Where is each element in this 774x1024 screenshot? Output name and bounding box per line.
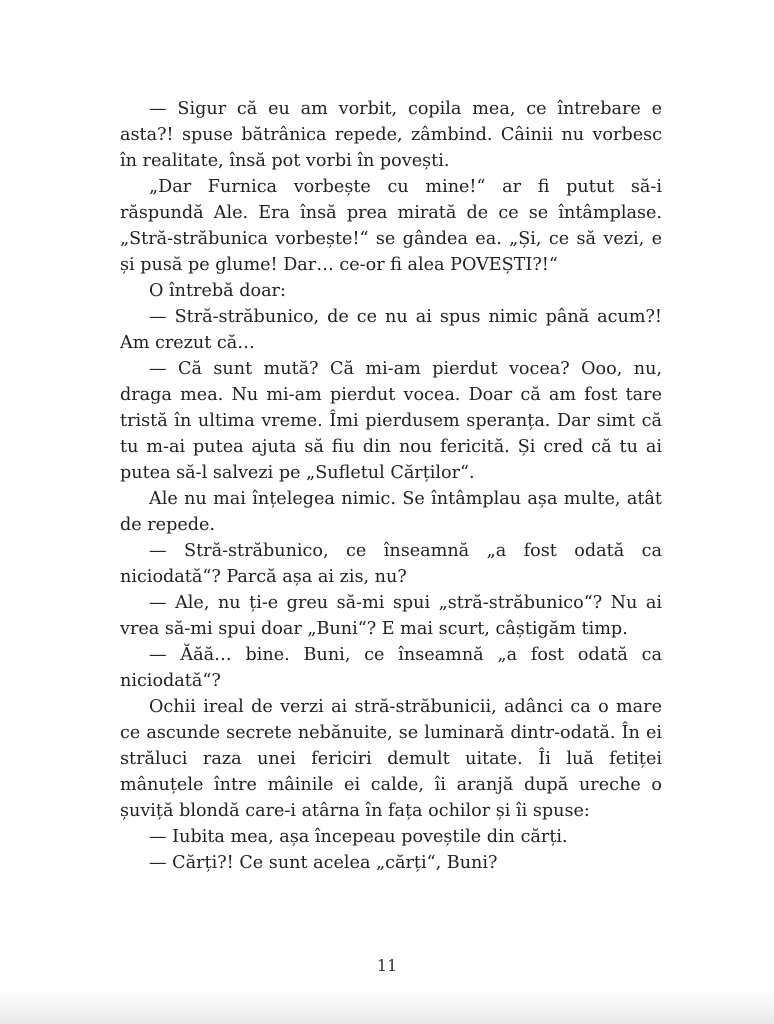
body-text (120, 96, 662, 876)
paragraph-10: Ochii ireal de verzi ai stră-străbunicii, adânci ca o mare ce ascunde secrete nebănuite, se luminară dintr-odată. În ei străluci raza unei fericiri demult uitate. Îi luă fetiței mânuțele între mâinile ei calde, îi aranjă după ureche o șuviță blondă care-i atârna în fața ochilor și îi spuse: (120, 697, 662, 821)
paragraph-3: O întrebă doar: (149, 281, 286, 301)
paragraph-8: — Ale, nu ți-e greu să-mi spui „stră-străbunico“? Nu ai vrea să-mi spui doar „Buni“? E mai scurt, câștigăm timp. (120, 593, 662, 639)
page-number: 11 (376, 956, 398, 975)
paragraph-7: — Stră-străbunico, ce înseamnă „a fost odată ca niciodată“? Parcă așa ai zis, nu? (120, 541, 662, 587)
page-bottom-shadow (0, 990, 774, 1024)
paragraph-1: — Sigur că eu am vorbit, copila mea, ce întrebare e asta?! spuse bătrânica repede, zâmbind. Câinii nu vorbesc în realitate, însă pot vorbi în povești. (120, 99, 662, 171)
paragraph-5: — Că sunt mută? Că mi-am pierdut vocea? Ooo, nu, draga mea. Nu mi-am pierdut vocea. Doar că am fost tare tristă în ultima vreme. Îmi pierdusem speranța. Dar simt că tu m-ai putea ajuta să fiu din nou fericită. Și cred că tu ai putea să-l salvezi pe „Sufletul Cărților“. (120, 359, 662, 483)
paragraph-4: — Stră-străbunico, de ce nu ai spus nimic până acum?! Am crezut că… (120, 307, 662, 353)
paragraph-9: — Ăăă… bine. Buni, ce înseamnă „a fost odată ca niciodată“? (120, 645, 662, 691)
paragraph-2: „Dar Furnica vorbește cu mine!“ ar fi putut să-i răspundă Ale. Era însă prea mirată de ce se întâmplase. „Stră-străbunica vorbește!“ se gândea ea. „Și, ce să vezi, e și pusă pe glume! Dar… ce-or fi alea POVEȘTI?!“ (120, 177, 662, 275)
paragraph-11: — Iubita mea, așa începeau poveștile din cărți. (149, 827, 568, 847)
paragraph-12: — Cărți?! Ce sunt acelea „cărți“, Buni? (149, 853, 498, 873)
paragraph-6: Ale nu mai înțelegea nimic. Se întâmplau așa multe, atât de repede. (120, 489, 662, 535)
